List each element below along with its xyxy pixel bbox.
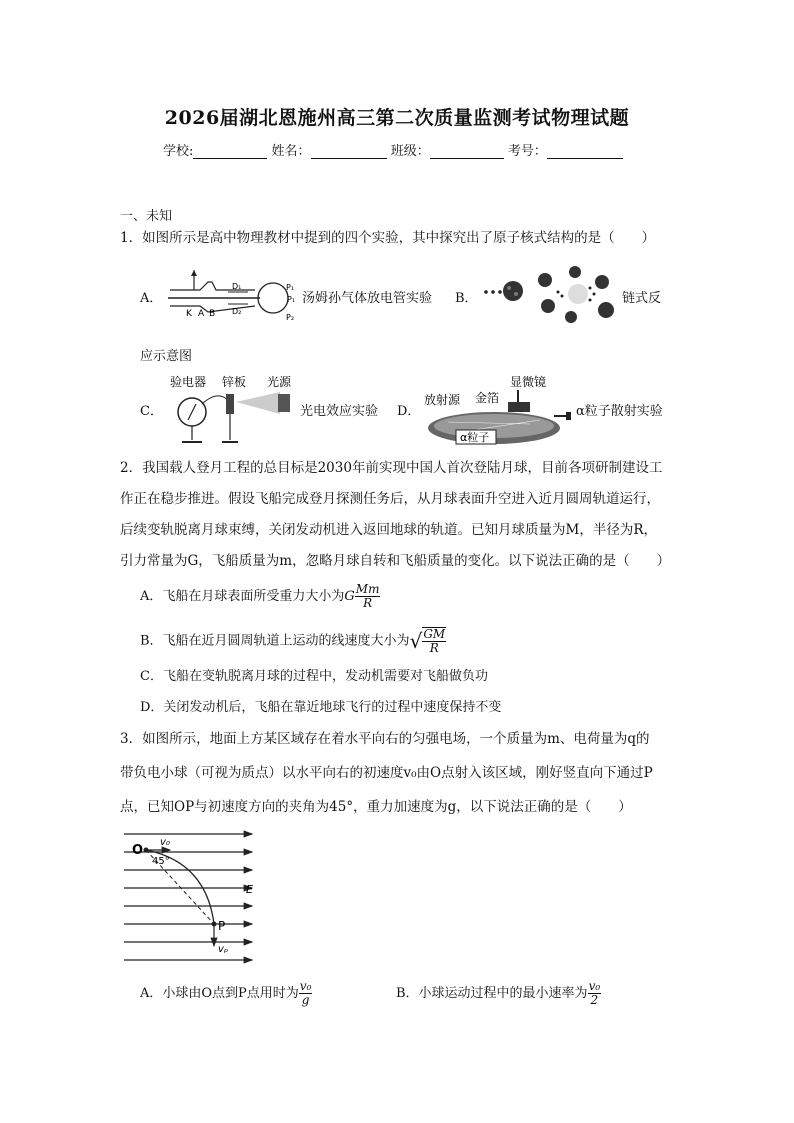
school-label: 学校: <box>163 144 194 159</box>
label-p1: P₁ <box>287 295 296 304</box>
fraction-numerator: GM <box>423 627 446 641</box>
label-b: B <box>209 309 216 319</box>
q3-option-a-text: A．小球由O点到P点用时为 <box>140 986 299 1001</box>
id-label: 考号： <box>507 144 547 159</box>
chain-reaction-figure <box>478 262 620 332</box>
electric-field-figure <box>118 828 260 964</box>
sqrt-sign: √ <box>409 629 423 653</box>
q2-option-b-text: B．飞船在近月圆周轨道上运动的线速度大小为 <box>140 633 410 649</box>
q1-option-d-label: D． <box>397 404 421 419</box>
q3-option-a <box>140 980 312 1007</box>
fraction-numerator: Mm <box>355 582 380 596</box>
label-angle: 45° <box>152 856 170 867</box>
school-blank <box>193 146 267 159</box>
q2-option-c: C．飞船在变轨脱离月球的过程中，发动机需要对飞船做负功 <box>140 669 488 684</box>
name-label: 姓名： <box>271 144 311 159</box>
alpha-scattering-figure <box>420 372 572 448</box>
q1-option-a-caption: 汤姆孙气体放电管实验 <box>302 291 433 306</box>
q3-option-a-fraction <box>299 980 313 1007</box>
q2-option-a-g: G <box>344 589 355 604</box>
q3-line-2: 带负电小球（可视为质点）以水平向右的初速度v₀由O点射入该区域，刚好竖直向下通过P <box>120 765 653 781</box>
q2-option-a <box>140 583 380 610</box>
q1-option-b-label: B． <box>455 291 478 306</box>
class-blank <box>430 146 504 159</box>
label-v0: v₀ <box>160 837 170 848</box>
q2-line-1: 2．我国载人登月工程的总目标是2030年前实现中国人首次登陆月球，目前各项研制建设工 <box>120 460 663 476</box>
q1-option-d-caption: α粒子散射实验 <box>576 404 663 419</box>
fraction-denominator: g <box>301 993 310 1007</box>
q3-option-b-text: B．小球运动过程中的最小速率为 <box>396 986 588 1001</box>
q2-option-a-fraction <box>355 583 381 610</box>
label-k: K <box>186 309 192 319</box>
q1-option-b-caption-2: 应示意图 <box>140 349 193 364</box>
name-blank <box>311 146 387 159</box>
label-gold-foil: 金箔 <box>475 391 500 405</box>
q2-option-b <box>140 627 446 655</box>
label-d1: D₁ <box>232 282 242 291</box>
q1-option-a-label: A． <box>140 291 163 306</box>
q1-option-c-caption: 光电效应实验 <box>300 404 379 419</box>
label-p2: P₂ <box>286 313 295 322</box>
photoelectric-figure <box>162 370 298 448</box>
label-d2: D₂ <box>232 307 242 316</box>
q1-option-c-label: C． <box>140 404 163 419</box>
fraction-denominator: R <box>363 596 373 610</box>
class-label: 班级： <box>390 144 430 159</box>
thomson-tube-figure <box>160 268 300 324</box>
q2-line-4: 引力常量为G，飞船质量为m，忽略月球自转和飞船质量的变化。以下说法正确的是（ ） <box>120 553 671 569</box>
q3-line-1: 3．如图所示，地面上方某区域存在着水平向右的匀强电场，一个质量为m、电荷量为q的 <box>120 731 650 747</box>
q2-line-2: 作正在稳步推进。假设飞船完成登月探测任务后，从月球表面升空进入近月圆周轨道运行， <box>120 491 660 507</box>
label-radioactive-source: 放射源 <box>424 393 461 407</box>
fraction-denominator: 2 <box>590 993 599 1007</box>
q3-option-b <box>396 980 601 1007</box>
label-microscope: 显微镜 <box>510 375 547 389</box>
label-p: P <box>218 919 226 933</box>
q2-option-d: D．关闭发动机后，飞船在靠近地球飞行的过程中速度保持不变 <box>140 700 502 715</box>
label-zinc: 锌板 <box>222 375 247 389</box>
q3-line-3: 点，已知OP与初速度方向的夹角为45°，重力加速度为g，以下说法正确的是（ ） <box>120 799 632 815</box>
label-p1-top: P₁ <box>286 283 295 292</box>
q2-option-a-text: A．飞船在月球表面所受重力大小为 <box>140 589 345 604</box>
student-info-line <box>163 140 623 159</box>
page-title: 2026届湖北恩施州高三第二次质量监测考试物理试题 <box>164 107 630 129</box>
fraction-numerator: v₀ <box>588 979 601 993</box>
q1-option-b-caption-1: 链式反 <box>622 291 662 306</box>
id-blank <box>547 146 623 159</box>
fraction-numerator: v₀ <box>299 979 312 993</box>
q3-option-b-fraction <box>588 980 602 1007</box>
label-e: E <box>246 883 253 896</box>
label-alpha-particle: α粒子 <box>460 431 490 444</box>
label-o: O <box>132 843 144 858</box>
label-a: A <box>198 309 205 319</box>
section-heading: 一、未知 <box>120 209 173 224</box>
label-electroscope: 验电器 <box>170 375 207 389</box>
q1-stem: 1．如图所示是高中物理教材中提到的四个实验，其中探究出了原子核式结构的是（ ） <box>120 230 656 246</box>
label-light-source: 光源 <box>267 375 292 389</box>
label-vp: vₚ <box>218 944 229 955</box>
q2-line-3: 后续变轨脱离月球束缚，关闭发动机进入返回地球的轨道。已知月球质量为M，半径为R， <box>120 522 657 538</box>
fraction-denominator: R <box>429 641 439 655</box>
q2-option-b-fraction <box>422 627 446 655</box>
